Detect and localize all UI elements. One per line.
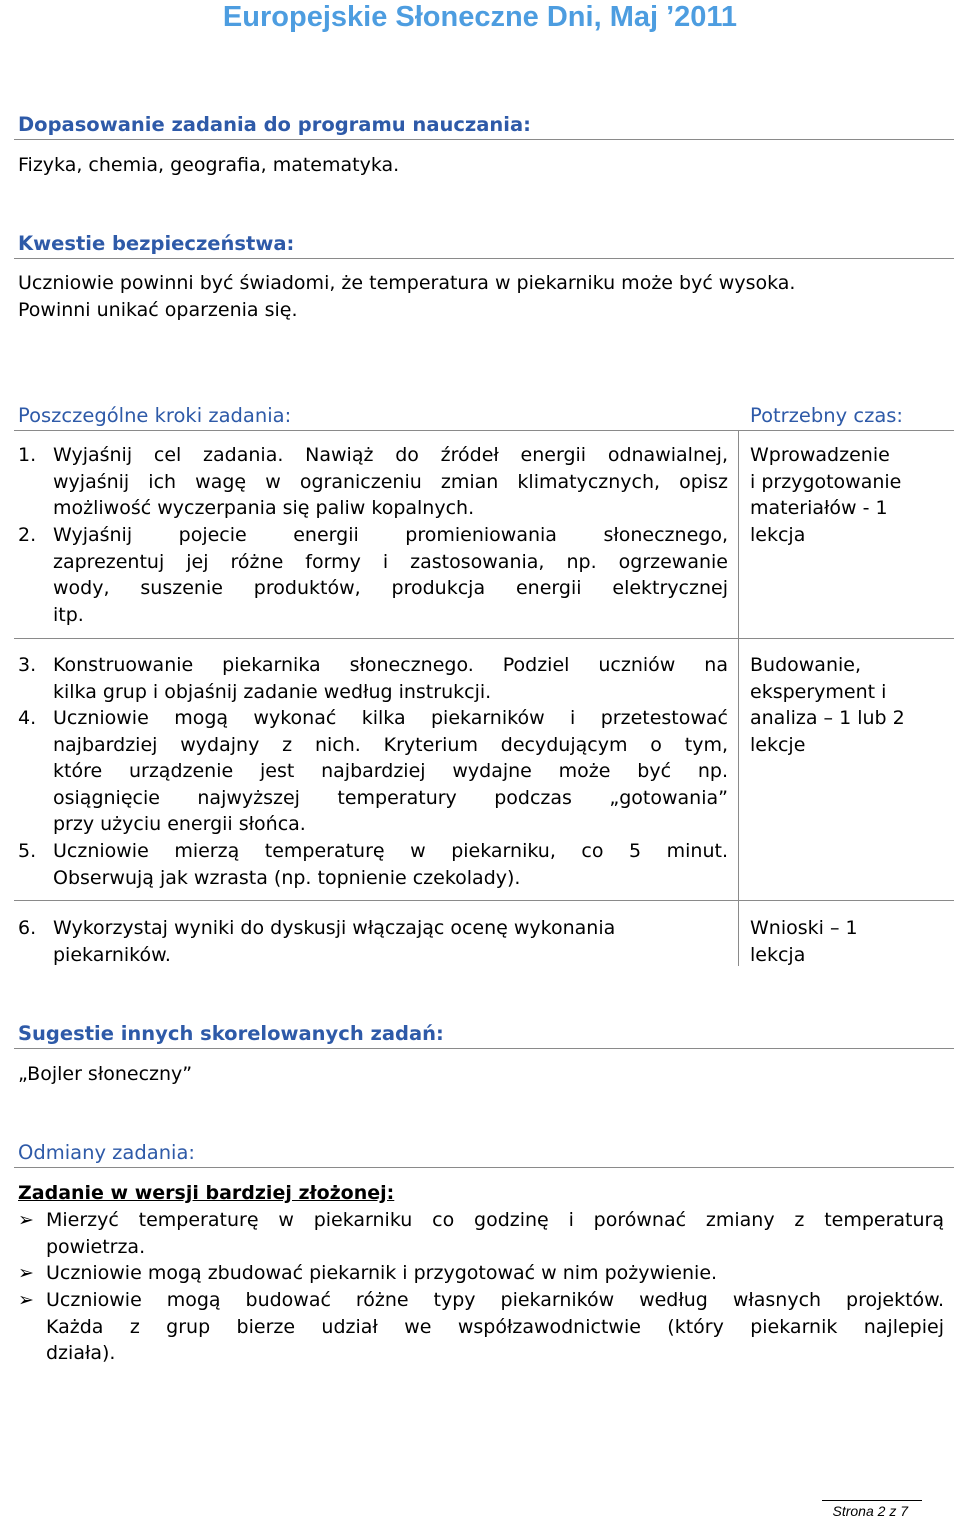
- time-line: eksperyment i: [750, 680, 887, 703]
- time-line: lekcje: [750, 733, 806, 756]
- time-cell-3: [750, 915, 945, 968]
- safety-rule: [14, 258, 954, 259]
- variant-bullet-3: [18, 1287, 944, 1367]
- steps-rule-top: [14, 430, 954, 431]
- step-line: piekarników.: [53, 943, 171, 966]
- step-item-2: [18, 522, 728, 628]
- variants-rule: [14, 1167, 954, 1168]
- step-line: wyjaśnij ich wagę w ograniczeniu zmian klimatycznych, opisz: [53, 470, 728, 493]
- time-line: Budowanie,: [750, 654, 861, 676]
- arrowhead-bullet-icon: ➢: [18, 1209, 34, 1231]
- safety-text-line-2: Powinni unikać oparzenia się.: [18, 299, 298, 321]
- curriculum-text: Fizyka, chemia, geografia, matematyka.: [18, 154, 400, 176]
- bullet-line: powietrza.: [46, 1235, 146, 1258]
- step-line: Wyjaśnij cel zadania. Nawiąż do źródeł energii odnawialnej,: [53, 444, 728, 466]
- step-item-4: [18, 705, 728, 838]
- step-item-5: [18, 838, 728, 891]
- related-heading: Sugestie innych skorelowanych zadań:: [18, 1022, 444, 1045]
- step-line: kilka grup i objaśnij zadanie według instrukcji.: [53, 680, 492, 703]
- step-line: możliwość wyczerpania się paliw kopalnych.: [53, 497, 475, 520]
- step-number: 5.: [18, 840, 37, 862]
- curriculum-heading: Dopasowanie zadania do programu nauczania:: [18, 113, 531, 136]
- footer-rule: [822, 1500, 922, 1501]
- arrowhead-bullet-icon: ➢: [18, 1289, 34, 1311]
- step-item-6: [18, 915, 728, 968]
- variants-subheading: Zadanie w wersji bardziej złożonej:: [18, 1182, 395, 1204]
- steps-column-divider: [738, 430, 739, 966]
- time-line: analiza – 1 lub 2: [750, 707, 905, 730]
- bullet-line: Każda z grup bierze udział we współzawodnictwie (który piekarnik najlepiej: [46, 1315, 944, 1338]
- time-line: materiałów - 1: [750, 497, 888, 520]
- safety-heading: Kwestie bezpieczeństwa:: [18, 232, 295, 255]
- time-line: i przygotowanie: [750, 470, 902, 493]
- page-number: Strona 2 z 7: [832, 1503, 908, 1519]
- variant-bullet-1: [18, 1207, 944, 1260]
- step-line: Wykorzystaj wyniki do dyskusji włączając ocenę wykonania: [53, 917, 616, 939]
- bullet-line: Mierzyć temperaturę w piekarniku co godzinę i porównać zmiany z temperaturą: [46, 1209, 944, 1231]
- related-text: „Bojler słoneczny”: [18, 1063, 193, 1085]
- step-line: Obserwują jak wzrasta (np. topnienie czekolady).: [53, 866, 521, 889]
- time-line: lekcja: [750, 523, 806, 546]
- variants-heading: Odmiany zadania:: [18, 1141, 195, 1164]
- time-line: Wnioski – 1: [750, 917, 858, 939]
- time-line: Wprowadzenie: [750, 444, 890, 466]
- step-line: Konstruowanie piekarnika słonecznego. Podziel uczniów na: [53, 654, 728, 676]
- step-line: które urządzenie jest najbardziej wydajne może być np.: [53, 760, 728, 783]
- step-line: zaprezentuj jej różne formy i zastosowania, np. ogrzewanie: [53, 550, 728, 573]
- time-cell-2: [750, 652, 945, 758]
- time-line: lekcja: [750, 943, 806, 966]
- step-line: Uczniowie mogą wykonać kilka piekarników i przetestować: [53, 707, 728, 729]
- time-cell-1: [750, 442, 950, 548]
- safety-text-line-1: Uczniowie powinni być świadomi, że temperatura w piekarniku może być wysoka.: [18, 272, 796, 294]
- curriculum-rule: [14, 139, 954, 140]
- step-number: 1.: [18, 444, 37, 466]
- step-item-3: [18, 652, 728, 705]
- step-line: Uczniowie mierzą temperaturę w piekarniku, co 5 minut.: [53, 840, 728, 862]
- page-title: Europejskie Słoneczne Dni, Maj ’2011: [222, 1, 738, 33]
- step-line: przy użyciu energii słońca.: [53, 813, 306, 836]
- step-line: wody, suszenie produktów, produkcja energii elektrycznej: [53, 577, 728, 600]
- bullet-line: Uczniowie mogą zbudować piekarnik i przygotować w nim pożywienie.: [46, 1262, 718, 1284]
- step-line: itp.: [53, 603, 84, 626]
- arrowhead-bullet-icon: ➢: [18, 1262, 34, 1284]
- step-number: 6.: [18, 917, 37, 939]
- related-rule: [14, 1048, 954, 1049]
- variant-bullet-2: [18, 1260, 944, 1287]
- steps-rule-2: [14, 900, 954, 901]
- step-number: 2.: [18, 524, 37, 546]
- step-item-1: [18, 442, 728, 522]
- step-number: 3.: [18, 654, 37, 676]
- steps-heading: Poszczególne kroki zadania:: [18, 404, 292, 427]
- bullet-line: Uczniowie mogą budować różne typy piekarników według własnych projektów.: [46, 1289, 944, 1311]
- step-line: osiągnięcie najwyższej temperatury podczas „gotowania”: [53, 786, 728, 809]
- steps-rule-1: [14, 638, 954, 639]
- step-line: Wyjaśnij pojecie energii promieniowania słonecznego,: [53, 524, 728, 546]
- step-line: najbardziej wydajny z nich. Kryterium decydującym o tym,: [53, 733, 728, 756]
- step-number: 4.: [18, 707, 37, 729]
- bullet-line: działa).: [46, 1342, 116, 1365]
- time-heading: Potrzebny czas:: [750, 404, 904, 427]
